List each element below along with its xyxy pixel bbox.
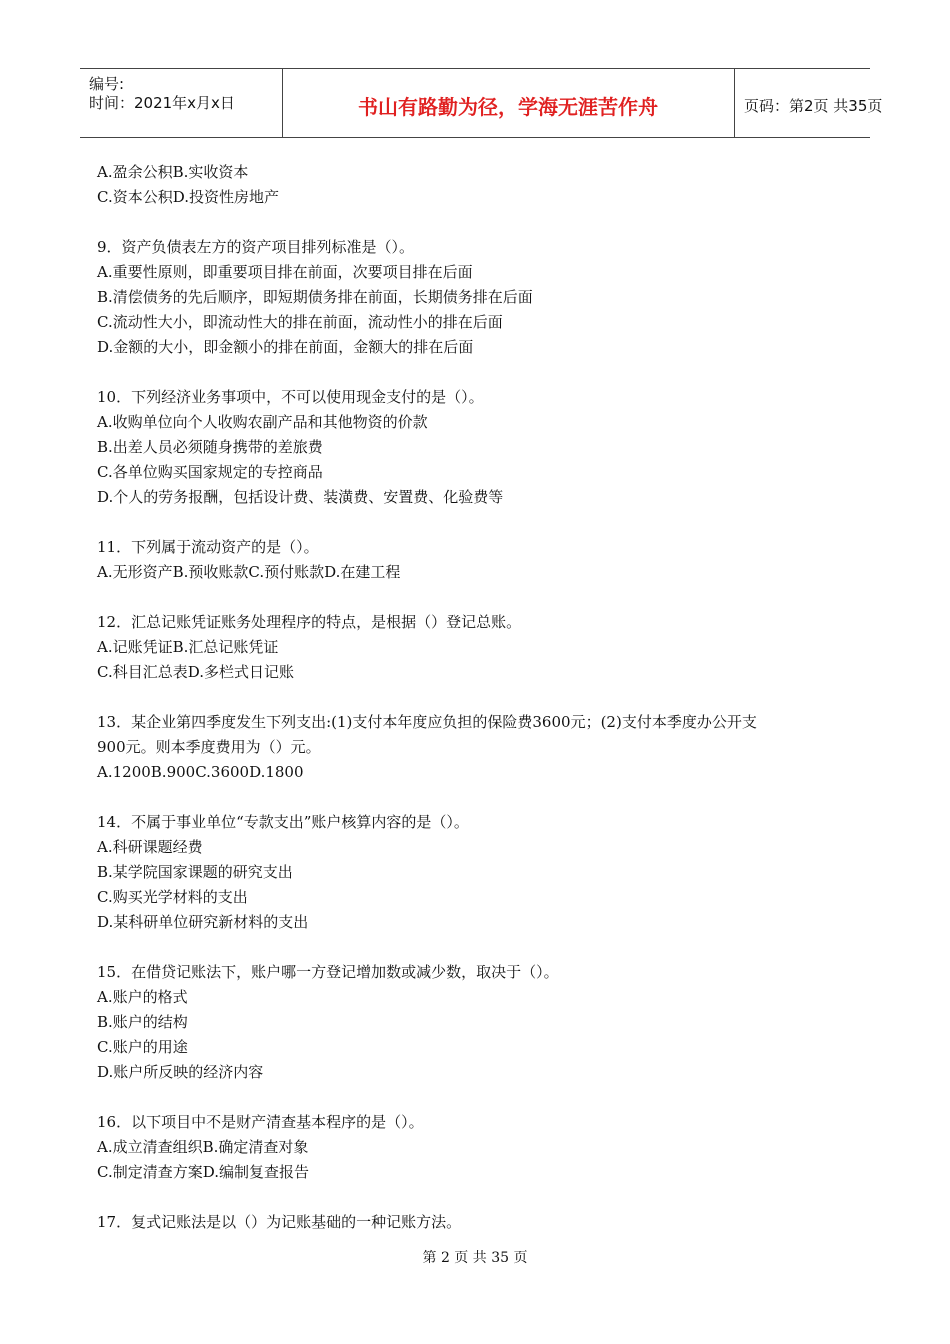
question-line: 17．复式记账法是以（）为记账基础的一种记账方法。 bbox=[97, 1213, 462, 1231]
question-line: B.账户的结构 bbox=[97, 1013, 188, 1031]
question-spacer bbox=[97, 1185, 867, 1210]
question-line: A.记账凭证B.汇总记账凭证 bbox=[97, 638, 279, 656]
question-line: 14．不属于事业单位“专款支出”账户核算内容的是（）。 bbox=[97, 813, 469, 831]
question-line: A.1200B.900C.3600D.1800 bbox=[97, 763, 304, 781]
date-label: 时间：2021年x月x日 bbox=[89, 94, 235, 112]
question-line: 10．下列经济业务事项中，不可以使用现金支付的是（）。 bbox=[97, 388, 484, 406]
question-block bbox=[97, 1110, 867, 1185]
document-number-label: 编号: bbox=[89, 75, 125, 93]
question-line: 13．某企业第四季度发生下列支出:(1)支付本年度应负担的保险费3600元；(2)支付本季度办公开支 bbox=[97, 713, 757, 731]
question-list bbox=[97, 160, 867, 1235]
question-line: 900元。则本季度费用为（）元。 bbox=[97, 738, 321, 756]
header-right-cell bbox=[734, 69, 883, 137]
question-block bbox=[97, 535, 867, 585]
question-spacer bbox=[97, 585, 867, 610]
question-block bbox=[97, 235, 867, 360]
question-line: 15．在借贷记账法下，账户哪一方登记增加数或减少数，取决于（）。 bbox=[97, 963, 559, 981]
question-line: A.重要性原则，即重要项目排在前面，次要项目排在后面 bbox=[97, 263, 473, 281]
question-line: A.无形资产B.预收账款C.预付账款D.在建工程 bbox=[97, 563, 401, 581]
question-spacer bbox=[97, 510, 867, 535]
question-line: D.金额的大小，即金额小的排在前面，金额大的排在后面 bbox=[97, 338, 474, 356]
question-spacer bbox=[97, 685, 867, 710]
page-header bbox=[80, 68, 883, 138]
question-line: C.科目汇总表D.多栏式日记账 bbox=[97, 663, 294, 681]
question-line: C.资本公积D.投资性房地产 bbox=[97, 188, 279, 206]
page-footer: 第 2 页 共 35 页 bbox=[422, 1250, 528, 1266]
question-spacer bbox=[97, 360, 867, 385]
question-line: A.成立清查组织B.确定清查对象 bbox=[97, 1138, 309, 1156]
question-spacer bbox=[97, 1085, 867, 1110]
question-line: B.清偿债务的先后顺序，即短期债务排在前面，长期债务排在后面 bbox=[97, 288, 533, 306]
question-line: B.某学院国家课题的研究支出 bbox=[97, 863, 293, 881]
header-middle-cell bbox=[282, 69, 735, 137]
question-block bbox=[97, 610, 867, 685]
question-line: D.某科研单位研究新材料的支出 bbox=[97, 913, 309, 931]
question-line: C.制定清查方案D.编制复查报告 bbox=[97, 1163, 309, 1181]
question-line: A.盈余公积B.实收资本 bbox=[97, 163, 249, 181]
question-line: C.各单位购买国家规定的专控商品 bbox=[97, 463, 323, 481]
header-motto: 书山有路勤为径，学海无涯苦作舟 bbox=[358, 95, 658, 119]
question-line: C.购买光学材料的支出 bbox=[97, 888, 248, 906]
question-block bbox=[97, 710, 867, 785]
question-block bbox=[97, 385, 867, 510]
header-page-info: 页码：第2页 共35页 bbox=[744, 97, 883, 115]
question-line: D.账户所反映的经济内容 bbox=[97, 1063, 264, 1081]
question-line: A.账户的格式 bbox=[97, 988, 188, 1006]
question-block bbox=[97, 810, 867, 935]
question-line: B.出差人员必须随身携带的差旅费 bbox=[97, 438, 323, 456]
question-block bbox=[97, 1210, 867, 1235]
question-line: D.个人的劳务报酬，包括设计费、装潢费、安置费、化验费等 bbox=[97, 488, 504, 506]
question-spacer bbox=[97, 935, 867, 960]
question-line: 9．资产负债表左方的资产项目排列标准是（）。 bbox=[97, 238, 415, 256]
question-line: A.收购单位向个人收购农副产品和其他物资的价款 bbox=[97, 413, 428, 431]
question-line: 11．下列属于流动资产的是（）。 bbox=[97, 538, 319, 556]
question-block bbox=[97, 960, 867, 1085]
question-line: 12．汇总记账凭证账务处理程序的特点，是根据（）登记总账。 bbox=[97, 613, 522, 631]
question-spacer bbox=[97, 210, 867, 235]
question-line: 16．以下项目中不是财产清查基本程序的是（）。 bbox=[97, 1113, 424, 1131]
header-left-cell bbox=[80, 69, 283, 137]
question-line: C.流动性大小，即流动性大的排在前面，流动性小的排在后面 bbox=[97, 313, 503, 331]
question-line: A.科研课题经费 bbox=[97, 838, 203, 856]
question-line: C.账户的用途 bbox=[97, 1038, 188, 1056]
question-block bbox=[97, 160, 867, 210]
question-spacer bbox=[97, 785, 867, 810]
